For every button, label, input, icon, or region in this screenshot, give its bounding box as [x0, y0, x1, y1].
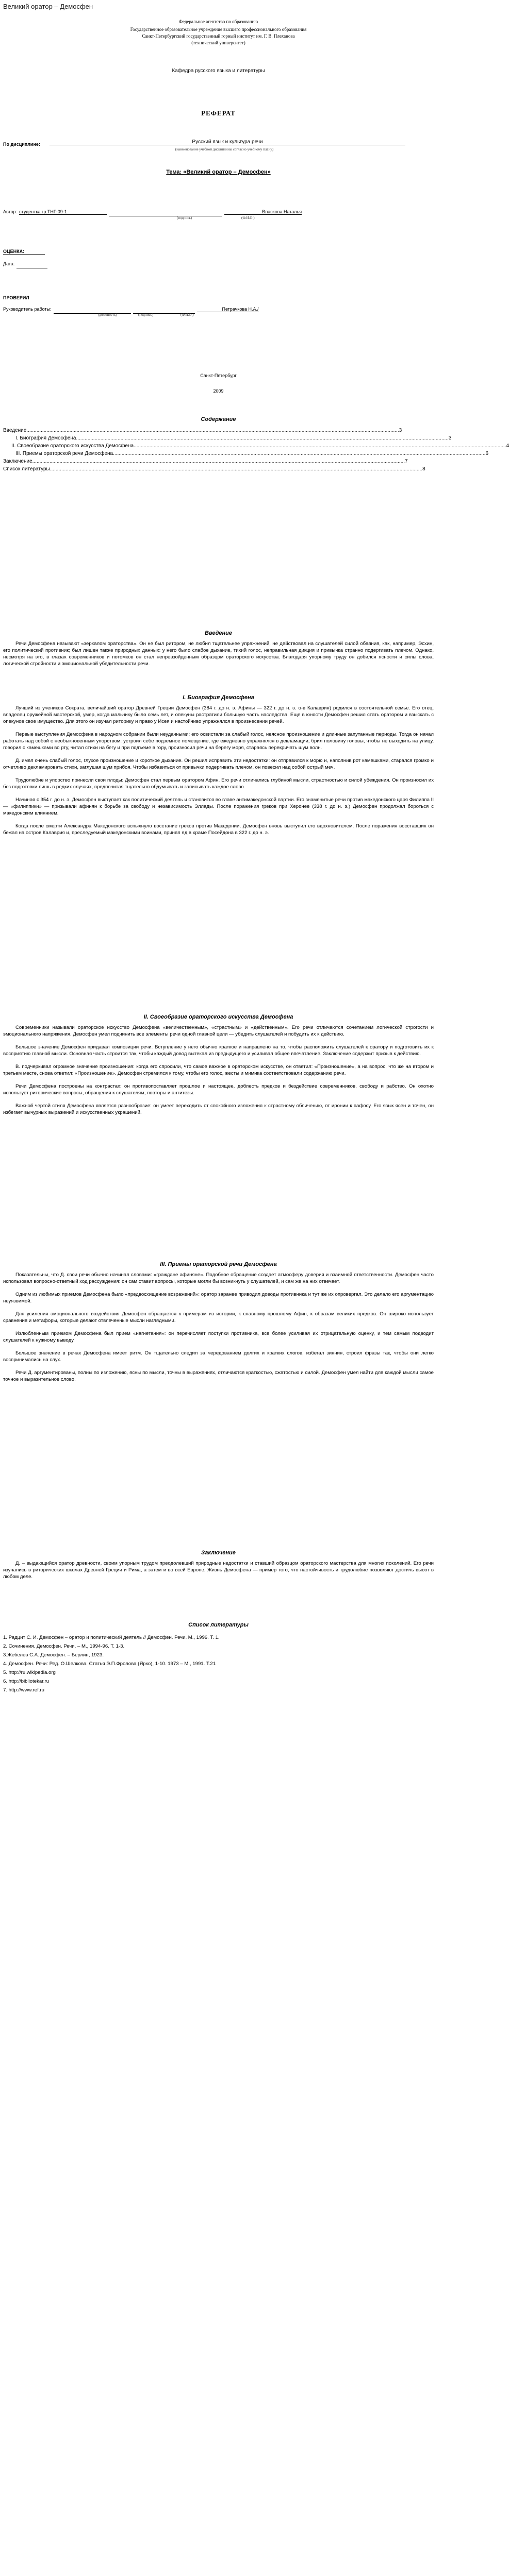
cover-university: Санкт-Петербургский государственный горный институт им. Г. В. Плеханова [142, 33, 295, 39]
literature-link[interactable]: 6. http://bibliotekar.ru [3, 1679, 50, 1684]
doc-type-heading: РЕФЕРАТ [201, 109, 236, 117]
cover-city: Санкт-Петербург [200, 373, 237, 378]
author-signature-line [109, 207, 222, 216]
toc-dots: .................................................................................................................................................................................................................................................................... [76, 435, 449, 441]
toc-item-text: Заключение [3, 459, 32, 464]
toc-item-page: 3 [448, 435, 452, 441]
ch2-paragraph: Современники называли ораторское искусство Демосфена «величественным», «страстным» и «действенным». Его речи отличаются сочетанием логической строгости и эмоционального напряжения. Демосфен умел подчинить все элементы речи одной главной цели — убедить слушателей и побудить их к действию. [3, 1025, 434, 1037]
toc-item-text: I. Биография Демосфена [15, 435, 76, 441]
supervisor-row [3, 304, 434, 314]
toc-item-text: Введение [3, 428, 27, 433]
date-row [3, 259, 47, 268]
toc-item-text: II. Своеобразие ораторского искусства Демосфена [11, 443, 134, 449]
ch1-paragraph: Лучший из учеников Сократа, величайший оратор Древней Греции Демосфен (384 г. до н. э. Афины — 322 г. до н. э. о-в Калаврия) родился в состоятельной семье. Его отец, владелец оружейной мастерской, умер, когда мальчику было семь лет, и опекуны растратили большую часть наследства. Еще в юности Демосфен решил стать оратором и взыскать с опекунов свое имущество. Для этого он изучал риторику и право у Исея и настойчиво упражнялся в произнесении речей. [3, 705, 434, 724]
supervisor-hint-post: (должность) [98, 313, 117, 317]
literature-item: 4. Демосфен. Речи: Ред. О.Шелкова. Статья Э.П.Фролова (Ярко), 1-10. 1973 – М., 1991. Т.21 [3, 1661, 216, 1667]
cover-ministry: Федеральное агентство по образованию [178, 19, 258, 24]
author-name: Власкова Наталья [224, 209, 302, 215]
supervisor-post-line [54, 304, 131, 314]
topic-heading: Тема: «Великий оратор – Демосфен» [166, 169, 271, 175]
ch1-paragraph: Когда после смерти Александра Македонского вспыхнуло восстание греков против Македонии, Демосфен вновь выступил его вдохновителем. После поражения восставших он бежал на остров Калаврия и, преследуемый македонскими воинами, принял яд в храме Посейдона в 322 г. до н. э. [3, 823, 434, 836]
toc-dots: .................................................................................................................................................................................................................................................................... [113, 451, 486, 456]
intro-title: Введение [205, 630, 232, 636]
literature-list [3, 1633, 434, 1694]
discipline-hint: (наименование учебной дисциплины согласно учебному плану) [175, 147, 274, 151]
date-line [17, 259, 47, 268]
toc-item-text: III. Приемы ораторской речи Демосфена [15, 451, 113, 456]
ch3-paragraph: Речи Д. аргументированы, полны по изложению, ясны по мысли, точны в выражениях, отличаются краткостью, сжатостью и силой. Демосфен умел найти для каждой мысли самое точное и выразительное слово. [3, 1370, 434, 1382]
literature-link[interactable]: 5. http://ru.wikipedia.org [3, 1670, 56, 1675]
intro-paragraph: Речи Демосфена называют «зеркалом ораторства». Он не был ритором, не любил тщательнее упражнений, не действовал на слушателей силой обаяния, как, например, Эсхин, его политический противник; был лишен также природных данных: у него было слабое дыхание, тихий голос, неправильная дикция и привычка странно подергивать плечом. Однако, несмотря на это, в глазах современников и потомков он стал непревзойденным образцом ораторского искусства. Благодаря упорному труду он добился ясности и силы слова, логической стройности и эмоциональной убедительности речи. [3, 641, 434, 667]
intro-body [3, 640, 434, 667]
date-label: Дата: [3, 261, 15, 266]
supervisor-label: Руководитель работы: [3, 307, 52, 312]
ch1-body [3, 705, 434, 836]
supervisor-name: Петрачкова Н.А./ [197, 307, 259, 312]
author-label: Автор: [3, 209, 18, 214]
ch2-paragraph: Речи Демосфена построены на контрастах: он противопоставляет прошлое и настоящее, доблесть предков и бездействие современников, свободу и рабство. Он охотно использует риторические вопросы, обращения к слушателям, повторы и антитезы. [3, 1083, 434, 1096]
literature-link[interactable]: 7. http://www.ref.ru [3, 1687, 44, 1693]
ch3-body [3, 1272, 434, 1383]
cover-university-sub: (технический университет) [191, 40, 245, 45]
toc-item-page: 8 [422, 466, 425, 472]
ch1-paragraph: Начиная с 354 г. до н. э. Демосфен выступает как политический деятель и становится во главе антимакедонской партии. Его знаменитые речи против македонского царя Филиппа II — «филиппики» — призывали афинян к борьбе за свободу и независимость Эллады. После поражения греков при Херонее (338 г. до н. э.) Демосфен продолжал бороться с македонским влиянием. [3, 797, 434, 816]
toc-dots: .................................................................................................................................................................................................................................................................... [50, 466, 423, 472]
toc-item-page: 6 [485, 451, 489, 456]
window-titlebar [0, 0, 437, 14]
literature-title: Список литературы [188, 1622, 249, 1628]
check-label: ПРОВЕРИЛ [3, 295, 29, 300]
toc-dots: .................................................................................................................................................................................................................................................................... [134, 443, 506, 449]
department: Кафедра русского языка и литературы [172, 68, 265, 74]
discipline-label: По дисциплине: [3, 142, 40, 147]
ch3-paragraph: Одним из любимых приемов Демосфена было «предвосхищение возражений»: оратор заранее приводил доводы противника и тут же их опровергал. Это делало его аргументацию неуязвимой. [3, 1292, 434, 1304]
ch2-paragraph: В. подчеркивал огромное значение произношения: когда его спросили, что самое важное в ораторском искусстве, он ответил: «Произношение», а на вопрос, что же на втором и третьем месте, снова ответил: «Произношение». Демосфен стремился к тому, чтобы его голос, жесты и мимика соответствовали содержанию речи. [3, 1064, 434, 1076]
toc-item[interactable] [3, 450, 489, 457]
toc-item[interactable] [3, 442, 509, 450]
ch1-title: I. Биография Демосфена [183, 694, 254, 701]
ch2-paragraph: Большое значение Демосфен придавал композиции речи. Вступление у него обычно краткое и направлено на то, чтобы расположить слушателей к оратору и подготовить их к восприятию главной мысли. Основная часть строится так, чтобы каждый довод вытекал из предыдущего и усиливал общее впечатление. Заключение содержит призыв к действию. [3, 1044, 434, 1057]
ch3-paragraph: Показательны, что Д. свои речи обычно начинал словами: «граждане афиняне». Подобное обращение создает атмосферу доверия и взаимной ответственности. Демосфен часто использовал вопросно-ответный ход рассуждения: он сам ставит вопросы, которые могли бы возникнуть у слушателей, и сам же на них отвечает. [3, 1272, 434, 1284]
ch2-body [3, 1024, 434, 1116]
toc-item[interactable] [3, 427, 402, 434]
toc-dots: .................................................................................................................................................................................................................................................................... [32, 459, 405, 464]
document-title: Великий оратор – Демосфен [3, 3, 93, 10]
toc-title: Содержание [201, 416, 236, 422]
cover-year: 2009 [213, 388, 224, 394]
toc-item-page: 4 [506, 443, 509, 449]
literature-item: 1. Радцит С. И. Демосфен – оратор и политический деятель // Демосфен. Речи. М., 1996. Т. 1. [3, 1635, 220, 1640]
supervisor-hint-sign: (подпись) [138, 313, 154, 317]
ch2-paragraph: Важной чертой стиля Демосфена является разнообразие: он умеет переходить от спокойного изложения к страстному обличению, от иронии к пафосу. Его язык ясен и точен, он избегает вычурных выражений и искусственных украшений. [3, 1103, 434, 1115]
ch1-paragraph: Первые выступления Демосфена в народном собрании были неудачными: его освистали за слабый голос, неясное произношение и длинные запутанные периоды. Тогда он начал работать над собой с необыкновенным упорством: устроил себе подземное помещение, где ежедневно упражнялся в декламации, брил половину головы, чтобы не выходить на улицу, говорил с камешками во рту, читал стихи на бегу и при подъеме в гору, произносил речи на берегу моря, стараясь перекричать шум волн. [3, 732, 434, 751]
toc-item-page: 7 [405, 459, 408, 464]
conclusion-paragraph: Д. – выдающийся оратор древности, своим упорным трудом преодолевший природные недостатки и ставший образцом ораторского мастерства для многих поколений. Его речи изучались в риторических школах Древней Греции и Рима, а затем и во всей Европе. Жизнь Демосфена — пример того, что настойчивость и трудолюбие позволяют достичь высот в любом деле. [3, 1561, 434, 1580]
ch2-title: II. Своеобразие ораторского искусства Демосфена [143, 1014, 293, 1020]
author-hint-name: (Ф.И.О.) [241, 216, 255, 220]
supervisor-hint-name: (Ф.И.О.) [180, 313, 194, 317]
discipline-value: Русский язык и культура речи [50, 139, 405, 145]
author-hint-sign: (подпись) [177, 216, 192, 220]
toc-item[interactable] [3, 465, 425, 473]
author-group: студентка гр.ТНГ-09-1 [19, 209, 107, 215]
grade-label: ОЦЕНКА: [3, 249, 45, 255]
cover-header [0, 19, 437, 46]
toc-item[interactable] [3, 434, 452, 442]
toc-dots: .................................................................................................................................................................................................................................................................... [26, 428, 399, 433]
ch3-title: III. Приемы ораторской речи Демосфена [160, 1261, 277, 1267]
cover-institution: Государственное образовательное учреждение высшего профессионального образования [130, 27, 307, 32]
literature-item: 3.Жебелев С.А. Демосфен. – Берлин, 1923. [3, 1652, 104, 1658]
author-row [3, 207, 434, 216]
toc-item[interactable] [3, 457, 408, 465]
ch3-paragraph: Для усиления эмоционального воздействия Демосфен обращается к примерам из истории, к славному прошлому Афин, к образам великих предков. Он широко использует сравнения и метафоры, которые делают отвлеченные мысли наглядными. [3, 1311, 434, 1324]
ch3-paragraph: Большое значение в речах Демосфена имеет ритм. Он тщательно следил за чередованием долгих и кратких слогов, избегал зияния, строил фразы так, чтобы они легко воспринимались на слух. [3, 1350, 434, 1363]
ch1-paragraph: Д. имел очень слабый голос, глухое произношение и короткое дыхание. Он решил исправить эти недостатки: он отправился к морю и, наполнив рот камешками, старался громко и отчетливо декламировать стихи, заглушая шум прибоя. Чтобы избавиться от привычки подергивать плечом, он повесил над собой острый меч. [3, 758, 434, 770]
conclusion-body [3, 1560, 434, 1580]
conclusion-title: Заключение [201, 1550, 236, 1556]
toc-item-text: Список литературы [3, 466, 50, 472]
toc-item-page: 3 [399, 428, 402, 433]
toc-list [3, 427, 509, 473]
literature-item: 2. Сочинения. Демосфен. Речи. – М., 1994-96. Т. 1-3. [3, 1643, 125, 1649]
ch3-paragraph: Излюбленным приемом Демосфена был прием «нагнетания»: он перечисляет поступки противника, все более усиливая их отрицательную оценку, и тем самым подводит слушателей к нужному выводу. [3, 1331, 434, 1343]
ch1-paragraph: Трудолюбие и упорство принесли свои плоды: Демосфен стал первым оратором Афин. Его речи отличались глубиной мысли, страстностью и силой убеждения. Он произносил их без подготовки лишь в редких случаях, предпочитая тщательно обдумывать и записывать каждое слово. [3, 777, 434, 790]
grade-row [3, 246, 45, 256]
